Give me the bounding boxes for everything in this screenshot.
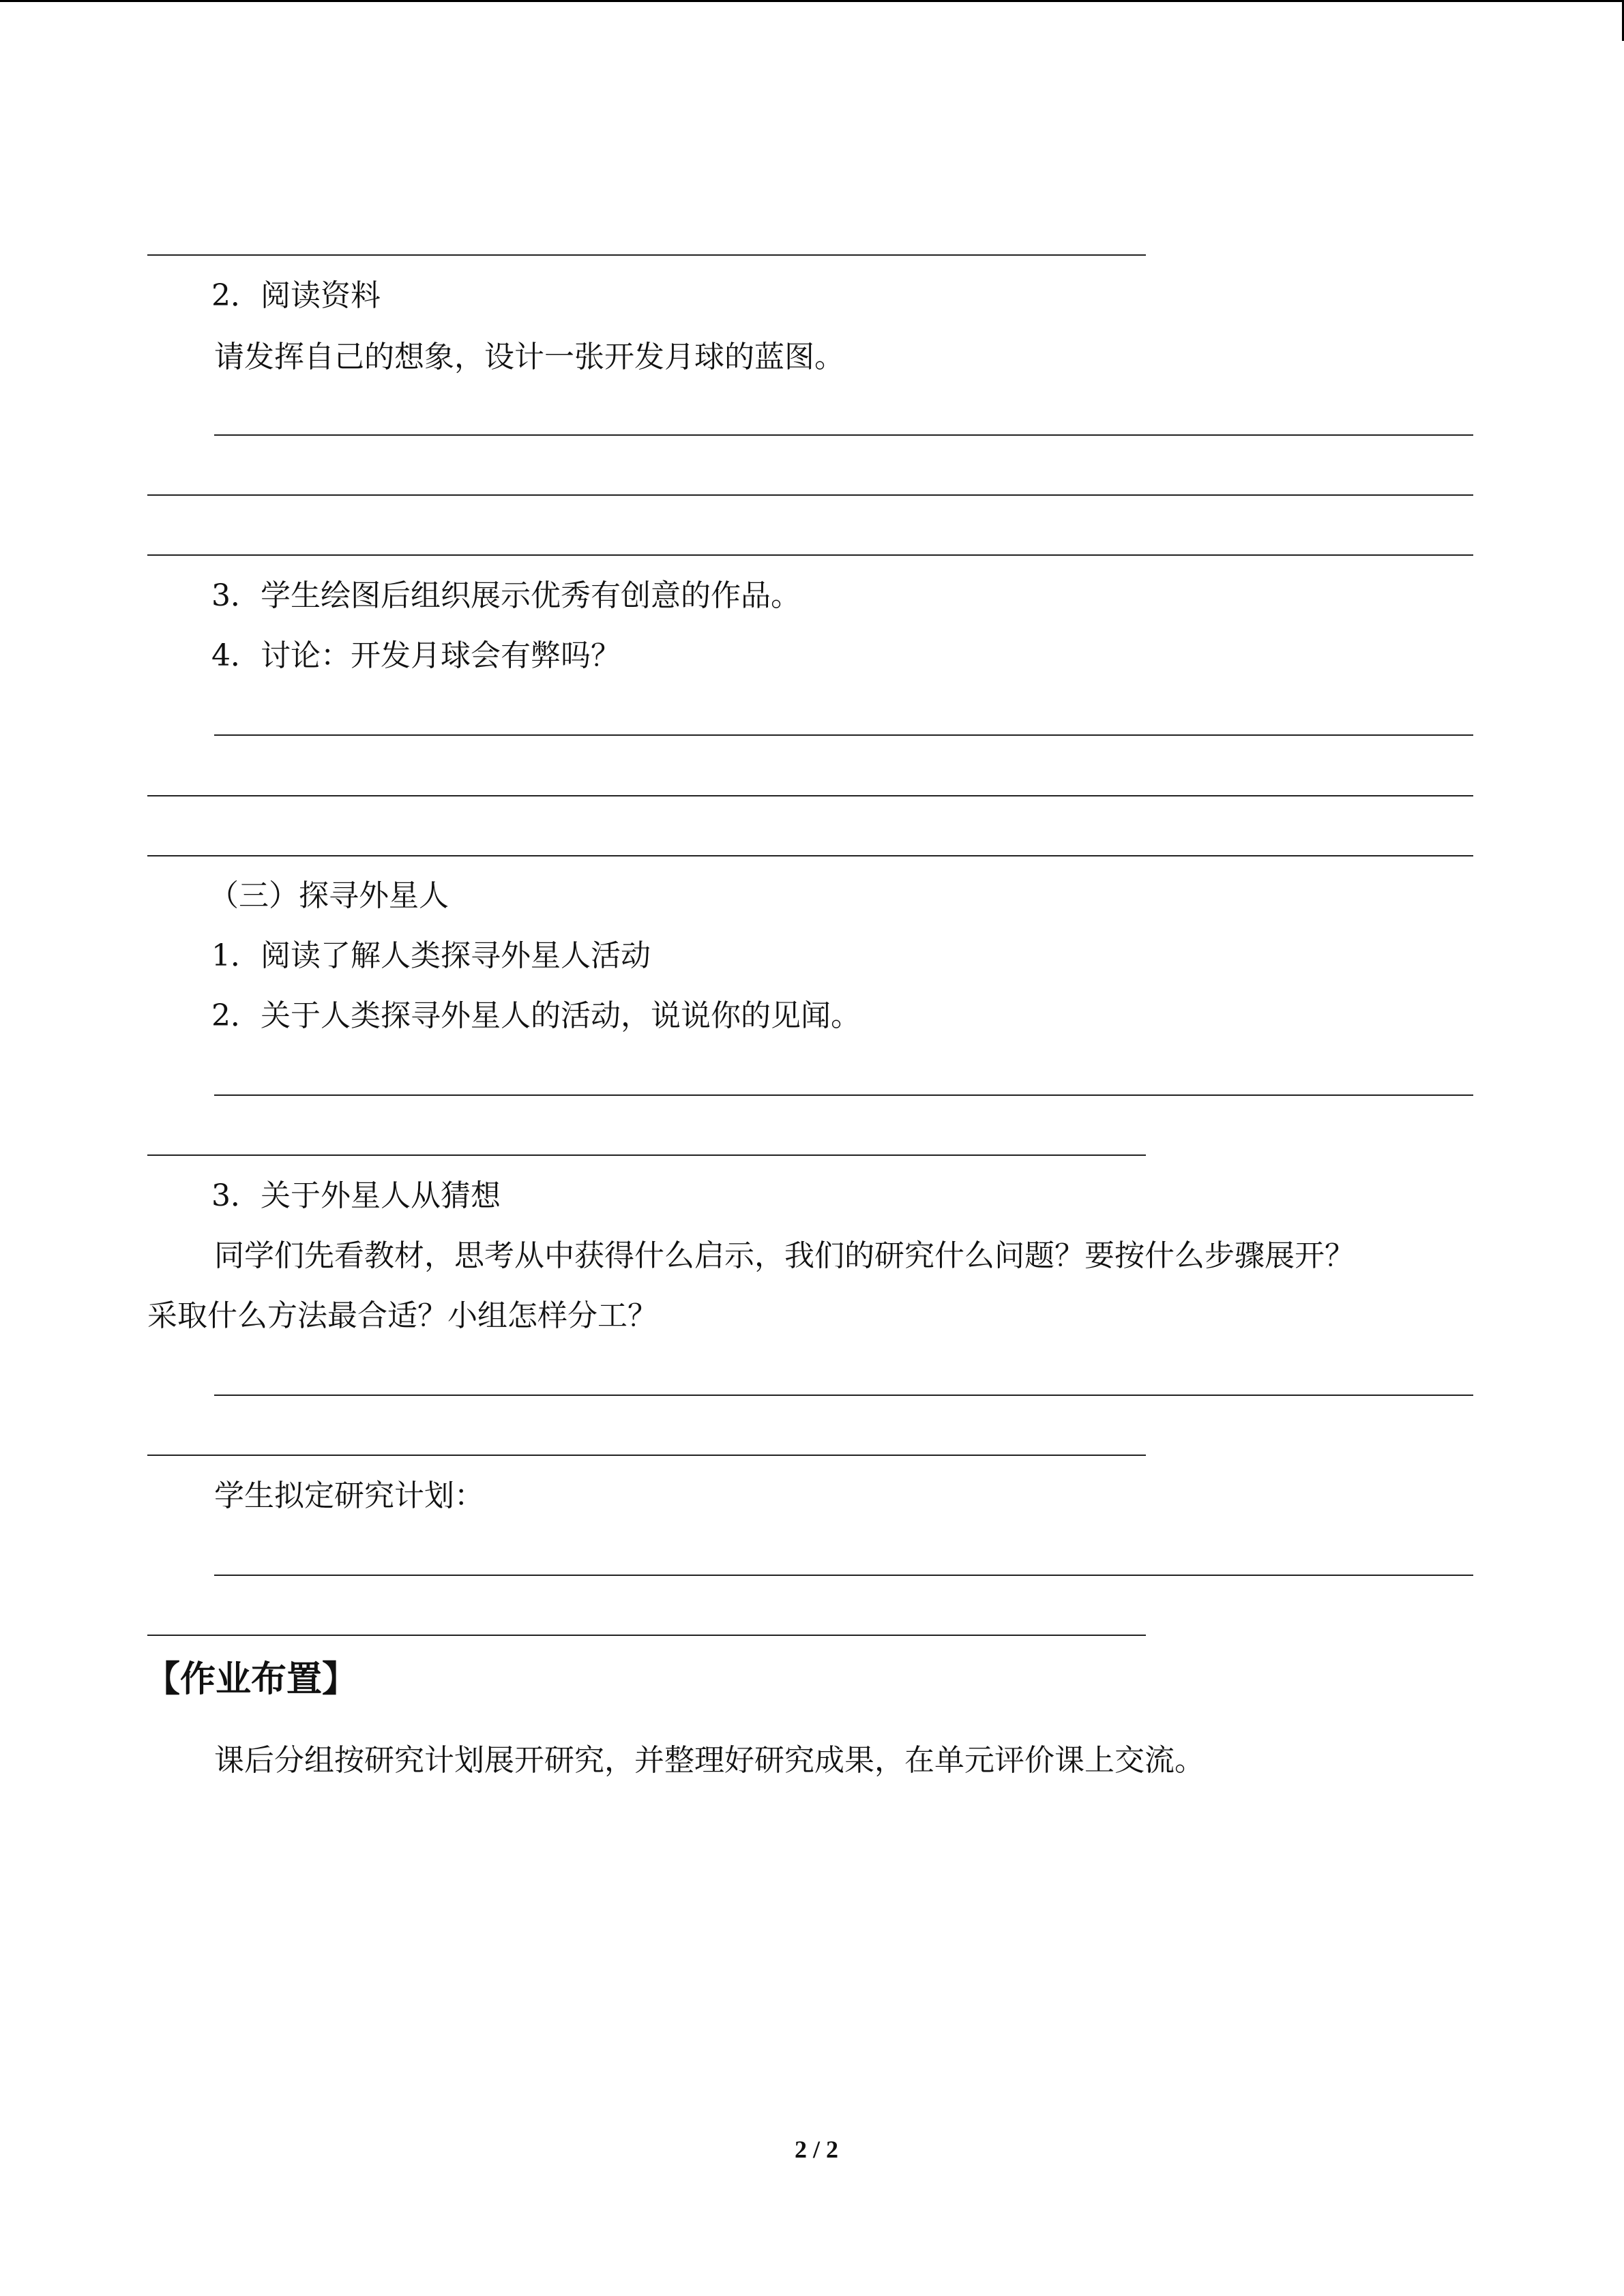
page-top-border <box>0 0 1624 2</box>
item-show-works: 3．学生绘图后组织展示优秀有创意的作品。 <box>211 578 801 613</box>
item-alien-news: 2．关于人类探寻外星人的活动，说说你的见闻。 <box>211 998 861 1033</box>
answer-line <box>147 254 1146 256</box>
answer-line <box>214 1395 1473 1396</box>
item-read-alien: 1．阅读了解人类探寻外星人活动 <box>211 938 651 973</box>
research-plan-prompt: 学生拟定研究计划： <box>214 1478 484 1513</box>
answer-line <box>214 434 1473 436</box>
homework-text: 课后分组按研究计划展开研究，并整理好研究成果，在单元评价课上交流。 <box>214 1743 1205 1778</box>
answer-line <box>147 795 1473 796</box>
answer-line <box>147 1455 1146 1456</box>
item-read-material: 2．阅读资料 <box>211 278 381 313</box>
answer-line <box>147 1154 1146 1156</box>
moon-blueprint-prompt: 请发挥自己的想象，设计一张开发月球的蓝图。 <box>214 340 844 374</box>
answer-line <box>214 1575 1473 1576</box>
answer-line <box>147 1635 1146 1636</box>
section-title: （三）探寻外星人 <box>209 878 449 913</box>
question-paragraph-line1: 同学们先看教材，思考从中获得什么启示，我们的研究什么问题？要按什么步骤展开？ <box>214 1238 1355 1273</box>
answer-line <box>147 554 1473 556</box>
homework-heading: 【作业布置】 <box>145 1659 358 1700</box>
answer-line <box>147 494 1473 496</box>
answer-line <box>147 855 1473 856</box>
question-paragraph-line2: 采取什么方法最合适？小组怎样分工？ <box>147 1298 658 1333</box>
page-number: 2 / 2 <box>795 2136 839 2163</box>
item-discuss: 4．讨论：开发月球会有弊吗？ <box>211 638 621 673</box>
item-alien-guess: 3．关于外星人从猜想 <box>211 1178 501 1213</box>
answer-line <box>214 1094 1473 1096</box>
answer-line <box>214 734 1473 736</box>
